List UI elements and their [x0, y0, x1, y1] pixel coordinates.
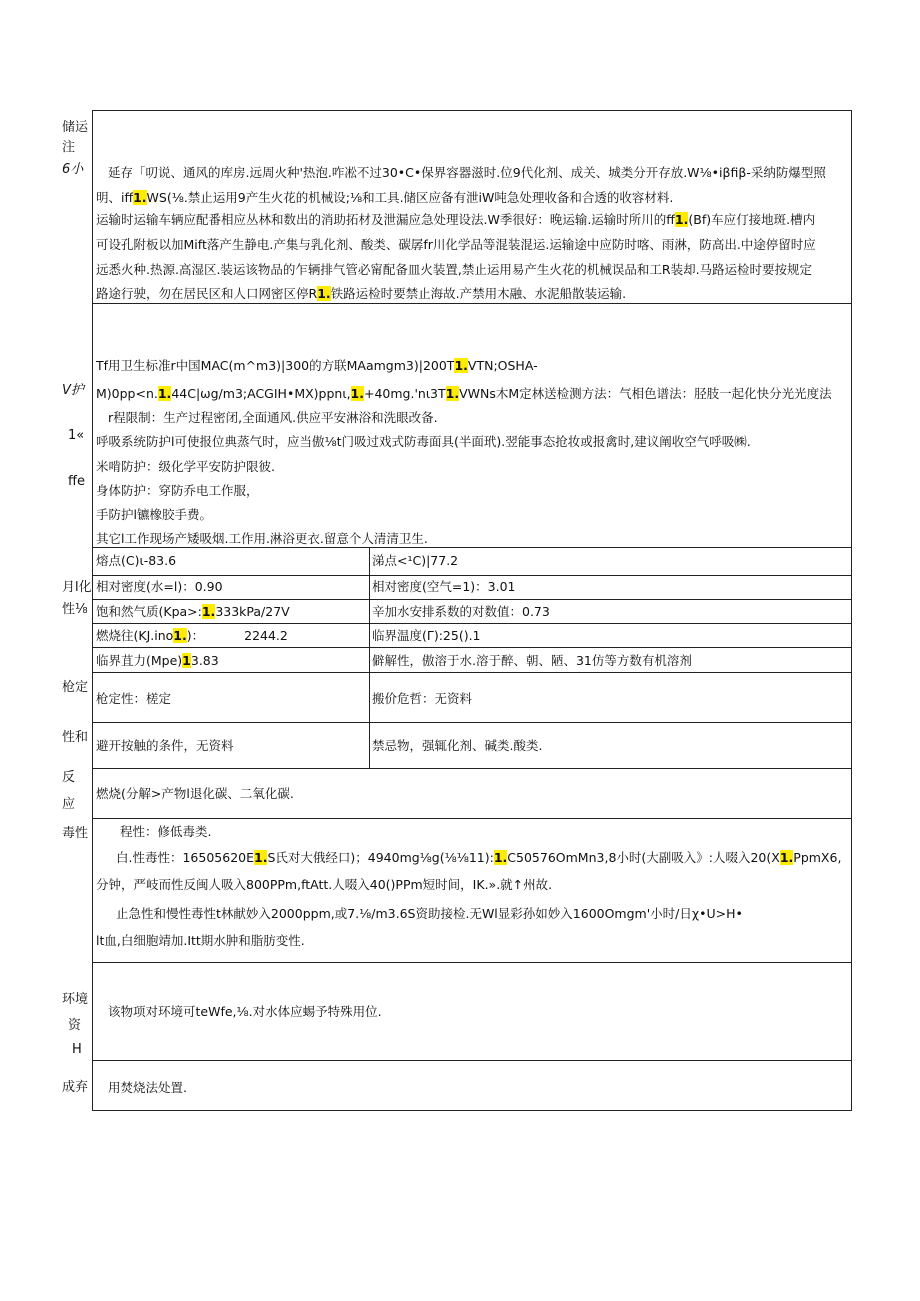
toxicity-line: 止急性和慢性毒性t林献妙入2000ppm,或7.⅛/m3.6S资助接检.无Wl显彩孙如妙入1600Omgm'小时/日χ•U>H• — [116, 906, 743, 921]
storage-line: 明、iff1.WS(⅛.禁止运用9产生火花的机械设;⅛和工具.储区应备有泄iW吨急处理收备和合透的收容材料. — [96, 190, 674, 205]
protection-line: 身体防护：穿防乔电工作服， — [96, 483, 259, 498]
disposal-label: 成弃 — [62, 1080, 89, 1095]
boiling-point-cell: 涕点<¹C)|77.2 — [372, 553, 459, 568]
row-divider-stab-2 — [92, 768, 852, 769]
protection-label-2: 1« — [68, 428, 85, 443]
row-divider-phys-4 — [92, 647, 852, 648]
highlight-mark: 1. — [133, 190, 147, 205]
highlight-mark: 1 — [182, 653, 191, 668]
highlight-mark: 1. — [779, 850, 794, 865]
table-top-border — [92, 110, 852, 111]
storage-label-3: 6小 — [62, 162, 84, 177]
incompatible-materials-cell: 禁忌物，强辄化剂、碱类.酸类. — [372, 738, 543, 753]
relative-density-air-cell: 相对密度(空气=1)：3.01 — [372, 579, 516, 594]
storage-label-2: 注 — [62, 140, 76, 155]
highlight-mark: 1. — [201, 604, 216, 619]
label-column-divider — [92, 110, 93, 1111]
environment-label-2: 资 — [68, 1018, 82, 1033]
protection-line: r程限制：生产过程密闭,全面通风.供应平安淋浴和洗眼改备. — [108, 410, 438, 425]
environment-text: 该物项对环境可teWfe,⅛.对水体应蜴予特殊用位. — [108, 1004, 382, 1019]
highlight-mark: 1. — [157, 386, 172, 401]
physchem-column-split — [369, 547, 370, 672]
row-divider-phys-3 — [92, 623, 852, 624]
critical-temperature-cell: 临界温度(Γ):25().1 — [372, 628, 481, 643]
melting-point-cell: 熔点(C)ι-83.6 — [96, 553, 177, 568]
polymerization-hazard-cell: 搬价危哲：无资料 — [372, 691, 473, 706]
disposal-text: 用焚烧法处置. — [108, 1080, 187, 1095]
toxicity-label: 毒性 — [62, 826, 89, 841]
label-column-left — [58, 110, 59, 1111]
combustion-heat-cell: 燃烧往(KJ.ino1.)： 2244.2 — [96, 628, 288, 643]
storage-label-1: 储运 — [62, 120, 89, 135]
storage-line: 可设孔附板以加Mift落产生静电.产集与乳化剂、酸类、碳孱fr川化学品等混装混运.运输途中应防时喀、雨淋，防高出.中途停留时应 — [96, 237, 816, 252]
toxicity-line: lt血,白细胞靖加.Itt期水肿和脂肪变性. — [96, 933, 305, 948]
stability-label-2: 性和 — [62, 730, 89, 745]
highlight-mark: 1. — [173, 628, 187, 643]
protection-line: Tf用卫生标准r中国MAC(m^m3)|300的方联MAamgm3)|200T1.VTN;OSHA- — [96, 358, 538, 373]
row-divider-toxicity — [92, 962, 852, 963]
partition-coefficient-cell: 辛加水安排系数的对数值：0.73 — [372, 604, 550, 619]
row-divider-stab-1 — [92, 722, 852, 723]
protection-label-3: ffe — [68, 474, 85, 489]
protection-line: 呼吸系统防护l可使报位典蒸气时，应当傲⅛t门吸过戏式防毒面具(半面玳).翌能事态抢妆或报禽时,建议阐收空气呼吸㈱. — [96, 434, 751, 449]
physchem-label-2: 性⅛ — [62, 602, 88, 617]
solubility-cell: 僻解性，傲溶于水.溶于醉、朝、陋、31仿等方数有机溶剂 — [372, 653, 692, 668]
protection-line: 手防护l镳橡胶手费。 — [96, 507, 212, 522]
avoid-conditions-cell: 避开按触的条件，无资料 — [96, 738, 234, 753]
row-divider-stability — [92, 818, 852, 819]
protection-line: 米啃防护：级化学平安防护限彼. — [96, 459, 275, 474]
highlight-mark: 1. — [674, 212, 689, 227]
highlight-mark: 1. — [254, 850, 268, 865]
toxicity-line: 白.性毒性：16505620E1.S氏对大俄经口)；4940mg⅛g(⅛⅛11):1.C50576OmMn3,8小时(大副吸入》:人啜入20(X1.PpmX6, — [116, 850, 842, 865]
physchem-label-1: 月l化 — [62, 580, 92, 595]
highlight-mark: 1. — [350, 386, 364, 401]
stability-label-1: 枪定 — [62, 680, 89, 695]
critical-pressure-cell: 临界苴力(Mpe)13.83 — [96, 653, 219, 668]
row-divider-environment — [92, 1060, 852, 1061]
environment-label-3: H — [72, 1042, 82, 1057]
protection-line: 其它l工作现场产矮吸烟.工作用.淋浴更衣.留意个人清清卫生. — [96, 531, 428, 546]
stability-label-3: 反 — [62, 770, 76, 785]
storage-line: 远悉火种.热源.高湿区.装运该物品的乍辆排气管必甯配备皿火装置,禁止运用易产生火花的机械误品和工R装却.马路运检时要按规定 — [96, 262, 813, 277]
row-divider-protection — [92, 547, 852, 548]
stability-cell: 枪定性：槎定 — [96, 691, 172, 706]
stability-label-4: 应 — [62, 797, 76, 812]
stability-column-split — [369, 672, 370, 768]
highlight-mark: 1. — [445, 386, 460, 401]
table-right-border — [851, 110, 852, 1111]
protection-line: M)0pp<n.1.44C|ωg/m3;ACGIH•MX)ppnι,1.+40mg.'nι3T1.VWNs木M定林送检测方法：气相色谱法：胫肢一起化快分光光度法 — [96, 386, 832, 401]
storage-line: 路途行驶，勿在居民区和人口网密区停R1.铁路运检时要禁止海故.产禁用木融、水泥船散装运输. — [96, 286, 627, 301]
toxicity-line: 程性：修低毒类. — [120, 824, 212, 839]
row-divider-physchem — [92, 672, 852, 673]
row-divider-phys-1 — [92, 575, 852, 576]
storage-line: 延存「叨说、通风的库房.远周火种'热泡.咋凇不过30•C•保界容器滋时.位9代化剂、成关、城类分开存放.W⅛•iβfiβ-采纳防爆型照 — [108, 165, 826, 180]
protection-label-1: V护 — [62, 383, 84, 398]
highlight-mark: 1. — [317, 286, 331, 301]
decomposition-products: 燃烧(分解>产物l退化碳、二氧化碳. — [96, 786, 294, 801]
storage-line: 运输时运输车辆应配番相应丛林和数出的消助拓材及泄漏应急处理设法.W季很好：晚运输.运输时所川的ff1.(Bf)车应仃接地斑.槽内 — [96, 212, 816, 227]
highlight-mark: 1. — [454, 358, 468, 373]
table-bottom-border — [92, 1110, 852, 1111]
toxicity-line: 分钟，严岐而性反闽人吸入800PPm,ftAtt.人啜入40()PPm短时间，IK.».就↑州故. — [96, 877, 553, 892]
highlight-mark: 1. — [493, 850, 508, 865]
row-divider-phys-2 — [92, 599, 852, 600]
environment-label-1: 环境 — [62, 992, 89, 1007]
row-divider-storage — [92, 303, 852, 304]
vapor-pressure-cell: 饱和然气质(Kpa>:1.333kPa/27V — [96, 604, 290, 619]
relative-density-water-cell: 相对密度(水=l)：0.90 — [96, 579, 223, 594]
